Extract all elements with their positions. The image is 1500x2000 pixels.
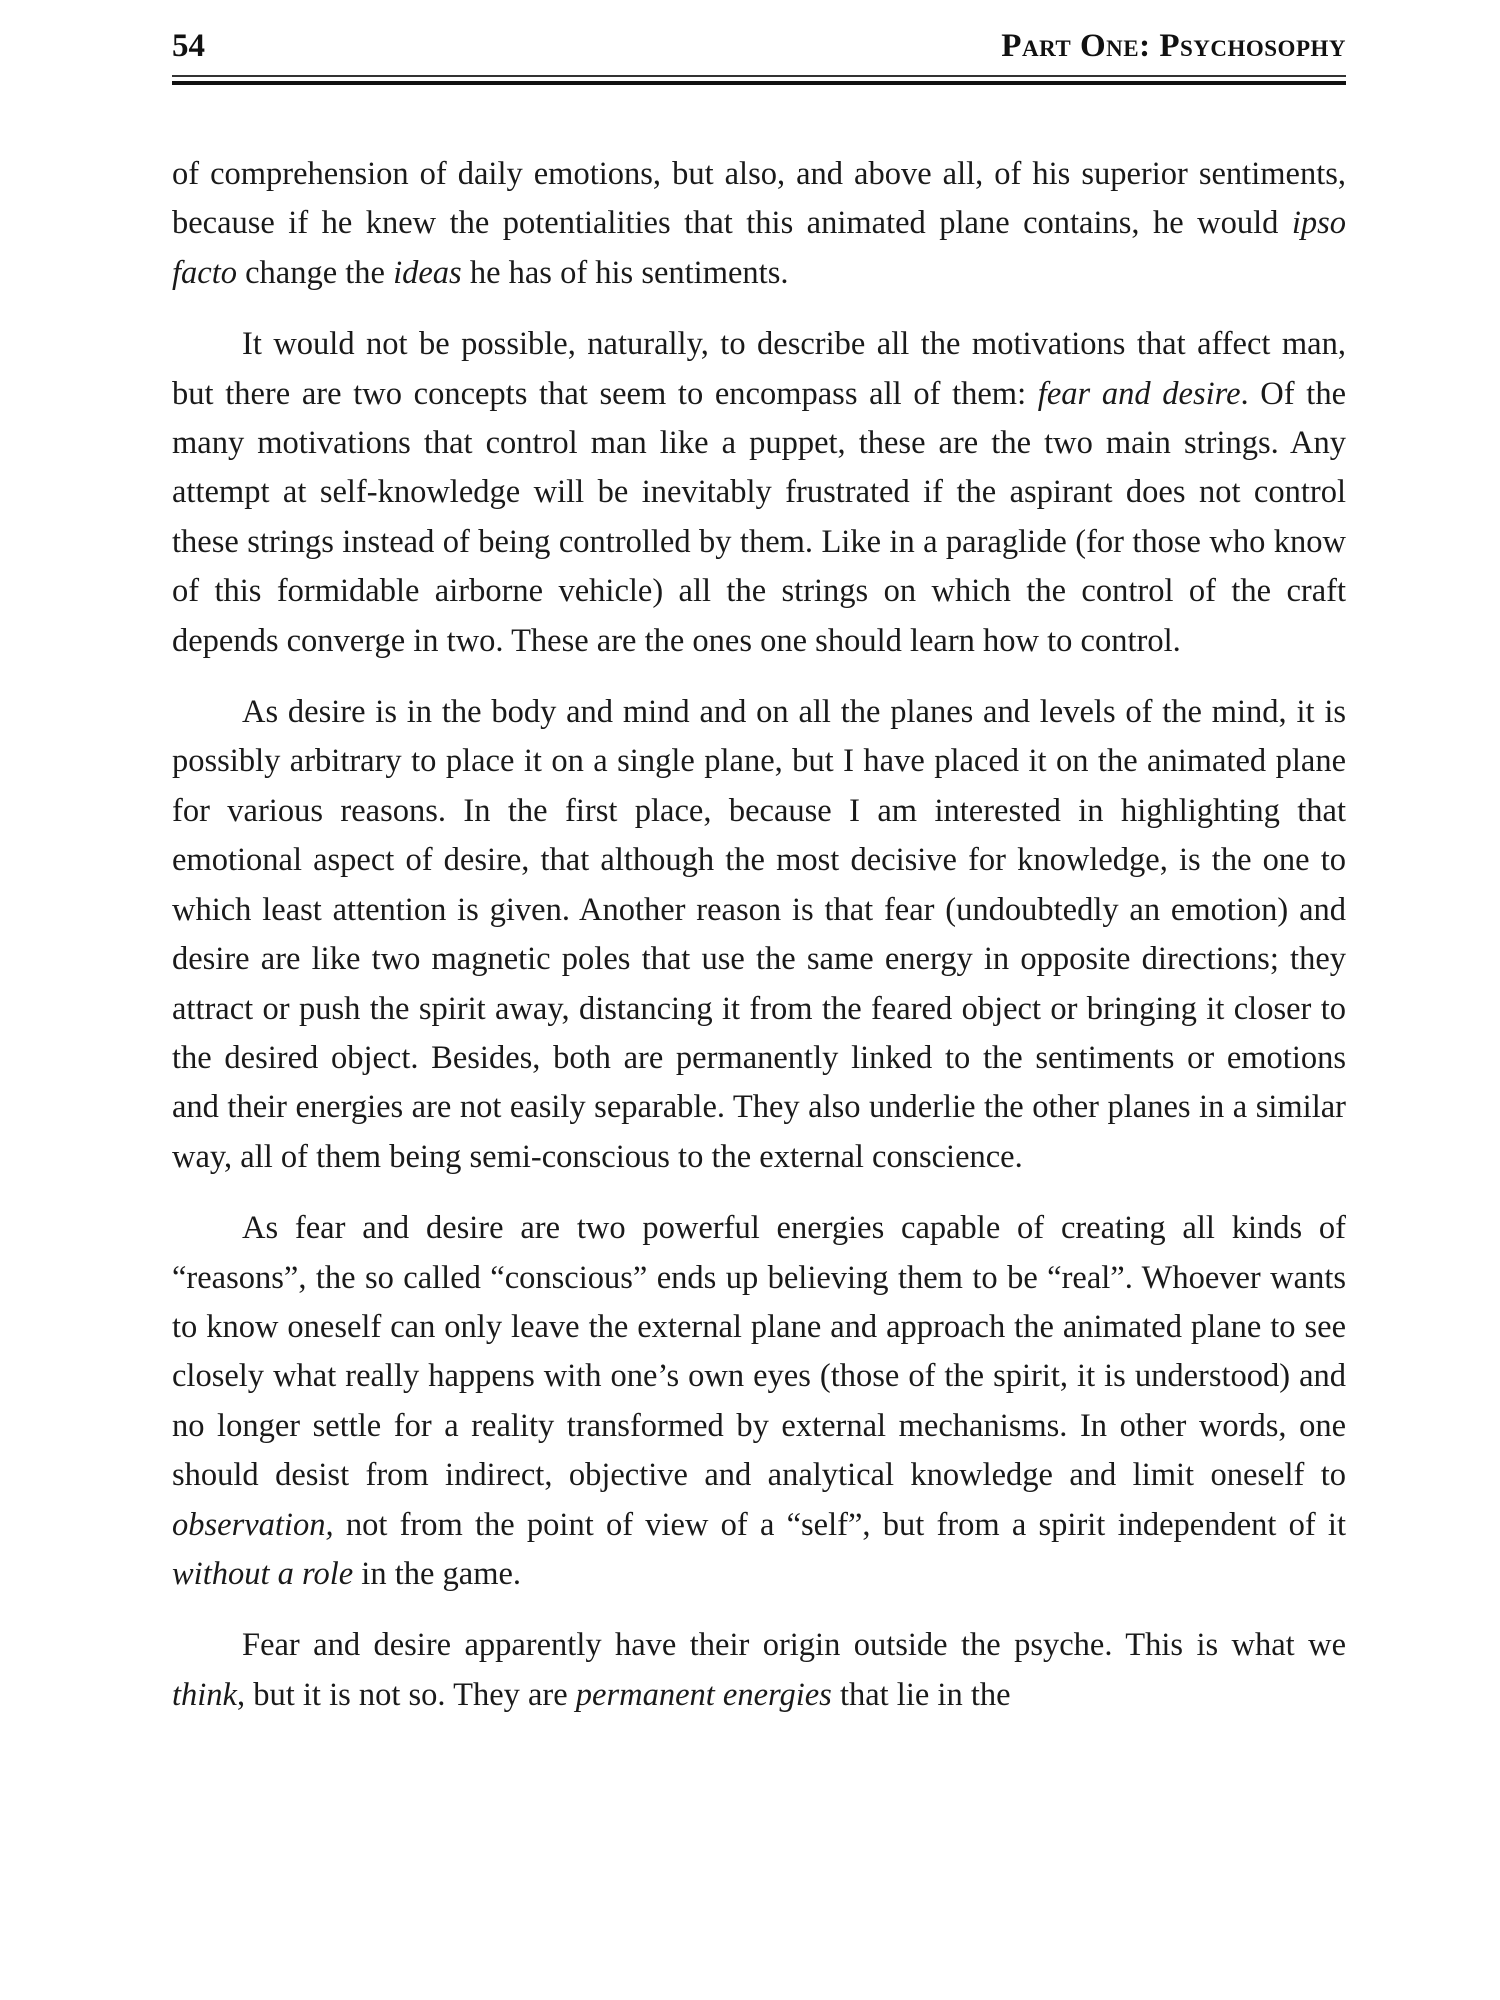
running-header bbox=[172, 24, 1346, 94]
text-segment: It would not be possible, naturally, to describe all the motivations that affect man, but there are two concepts that seem to encompass all of them: bbox=[172, 326, 1346, 412]
text-segment: As desire is in the body and mind and on all the planes and levels of the mind, it is possibly arbitrary to place it on a single plane, but I have placed it on the animated plane for various reasons. In the first place, because I am interested in highlighting that emotional aspect of desire, that although the most decisive for knowledge, is the one to which least attention is given. Another reason is that fear (undoubtedly an emotion) and desire are like two magnetic poles that use the same energy in opposite directions; they attract or push the spirit away, distancing it from the feared object or bringing it closer to the desired object. Besides, both are permanently linked to the sentiments or emotions and their energies are not easily separable. They also underlie the other planes in a similar way, all of them being semi-conscious to the external conscience. bbox=[172, 694, 1346, 1175]
italic-text: think bbox=[172, 1676, 237, 1713]
text-segment: As fear and desire are two powerful energies capable of creating all kinds of “reasons”, the so called “conscious” ends up believing them to be “real”. Whoever wants to know oneself can only leave the external plane and approach the animated plane to see closely what really happens with one’s own eyes (those of the spirit, it is understood) and no longer settle for a reality transformed by external mechanisms. In other words, one should desist from indirect, objective and analytical knowledge and limit oneself to bbox=[172, 1210, 1346, 1494]
italic-text: without a role bbox=[172, 1555, 354, 1592]
text-segment: not from the point of view of a “self”, but from a spirit independent of it bbox=[333, 1506, 1346, 1543]
text-segment: , but it is not so. They are bbox=[236, 1676, 576, 1713]
italic-text: observation, bbox=[172, 1506, 334, 1543]
text-segment: he has of his sentiments. bbox=[461, 254, 789, 291]
body-text bbox=[172, 150, 1346, 1720]
text-segment: of comprehension of daily emotions, but also, and above all, of his superior sentiments, because if he knew the potentialities that this animated plane contains, he would bbox=[172, 156, 1346, 242]
paragraph bbox=[172, 1204, 1346, 1599]
italic-text: ipso facto bbox=[172, 205, 1346, 291]
text-segment: Fear and desire apparently have their origin outside the psyche. This is what we bbox=[242, 1627, 1346, 1664]
paragraph bbox=[172, 688, 1346, 1182]
text-segment: in the game. bbox=[353, 1555, 522, 1592]
part-title: Part One: Psychosophy bbox=[1001, 28, 1346, 64]
header-rule-thick bbox=[172, 81, 1346, 85]
text-segment: change the bbox=[236, 254, 394, 291]
italic-text: fear and desire bbox=[1037, 375, 1241, 412]
paragraph bbox=[172, 1621, 1346, 1720]
italic-text: permanent energies bbox=[575, 1676, 832, 1713]
text-segment: that lie in the bbox=[831, 1676, 1011, 1713]
book-page bbox=[172, 0, 1346, 1742]
italic-text: ideas bbox=[393, 254, 462, 291]
page-number: 54 bbox=[172, 28, 205, 64]
paragraph bbox=[172, 320, 1346, 666]
paragraph bbox=[172, 150, 1346, 298]
header-rule-thin bbox=[172, 75, 1346, 77]
text-segment: . Of the many motivations that control man like a puppet, these are the two main strings. Any attempt at self-knowledge will be inevitably frustrated if the aspirant does not control these strings instead of being controlled by them. Like in a paraglide (for those who know of this formidable airborne vehicle) all the strings on which the control of the craft depends converge in two. These are the ones one should learn how to control. bbox=[172, 375, 1346, 659]
